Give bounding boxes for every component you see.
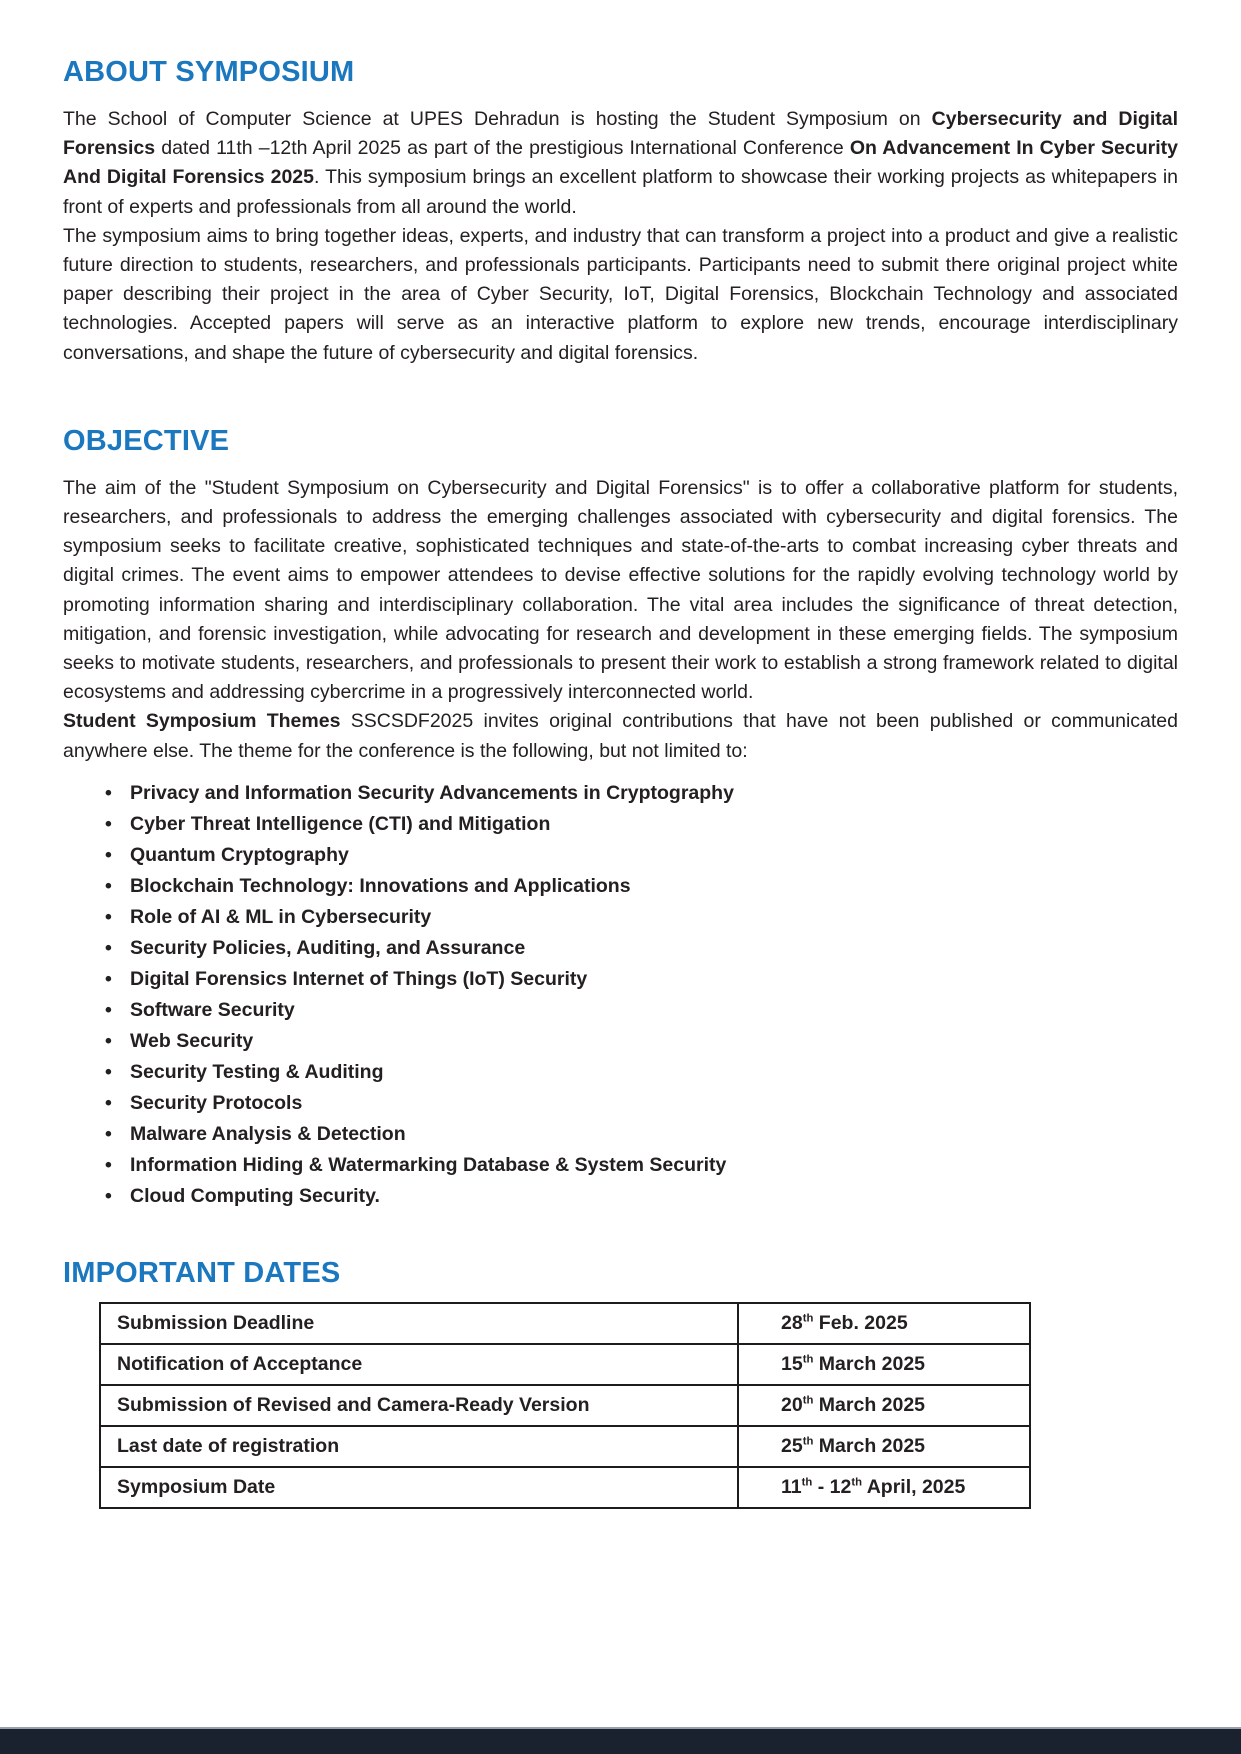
bold-text-run: Student Symposium Themes [63,710,341,733]
date-row [100,1385,1030,1426]
text-run: 25 [781,1434,803,1457]
date-row [100,1467,1030,1508]
date-label-cell: Submission of Revised and Camera-Ready Version [100,1385,738,1426]
superscript-run: th [851,1476,862,1489]
text-run: dated 11th –12th April 2025 as part of the prestigious International Conference [155,137,850,160]
about-heading: ABOUT SYMPOSIUM [63,56,355,88]
theme-list-item: • Cyber Threat Intelligence (CTI) and Mitigation [103,809,1178,840]
theme-list-item: • Security Protocols [103,1088,1178,1119]
text-run: 28 [781,1311,803,1334]
themes-list [63,778,1178,1212]
text-run: April, 2025 [862,1475,966,1498]
important-dates-section [63,1256,1178,1509]
bold-text-run: On Advancement In Cyber Security And Digital Forensics 2025 [63,137,1178,189]
theme-list-item: • Privacy and Information Security Advancements in Cryptography [103,778,1178,809]
theme-list-item: • Role of AI & ML in Cybersecurity [103,902,1178,933]
date-row [100,1344,1030,1385]
superscript-run: th [802,1435,814,1448]
text-run: The aim of the "Student Symposium on Cybersecurity and Digital Forensics" is to offer a collaborative platform for students, researchers, and professionals to address the emerging challenges associated with cybersecurity and digital forensics. The symposium seeks to facilitate creative, sophisticated techniques and state-of-the-arts to combat increasing cyber threats and digital crimes. The event aims to empower attendees to devise effective solutions for the rapidly evolving technology world by promoting information sharing and interdisciplinary collaboration. The vital area includes the significance of threat detection, mitigation, and forensic investigation, while advocating for research and development in these emerging fields. The symposium seeks to motivate students, researchers, and professionals to present their work to establish a strong framework related to digital ecosystems and addressing cybercrime in a progressively interconnected world. [63,476,1178,704]
text-run: 15 [781,1352,803,1375]
superscript-run: th [802,1394,814,1407]
theme-list-item: • Quantum Cryptography [103,840,1178,871]
date-label-cell: Notification of Acceptance [100,1344,738,1385]
important-dates-table-body [100,1303,1030,1508]
text-run: - 12 [812,1475,852,1498]
date-row [100,1426,1030,1467]
text-run: March 2025 [813,1352,926,1375]
date-value-cell [738,1344,1030,1385]
theme-list-item: • Digital Forensics Internet of Things (IoT) Security [103,964,1178,995]
footer-bar [0,1727,1241,1754]
theme-list-item: • Security Policies, Auditing, and Assurance [103,933,1178,964]
objective-section [63,424,1178,1212]
about-paragraph-2 [63,222,1178,368]
objective-paragraph [63,474,1178,708]
date-value-cell [738,1467,1030,1508]
text-run: The symposium aims to bring together ideas, experts, and industry that can transform a project into a product and give a realistic future direction to students, researchers, and professionals participants. Participants need to submit there original project white paper describing their project in the area of Cyber Security, IoT, Digital Forensics, Blockchain Technology and associated technologies. Accepted papers will serve as an interactive platform to explore new trends, encourage interdisciplinary conversations, and shape the future of cybersecurity and digital forensics. [63,224,1178,364]
theme-list-item: • Software Security [103,995,1178,1026]
text-run: The School of Computer Science at UPES Dehradun is hosting the Student Symposium on [63,108,932,130]
about-section [63,55,1178,368]
date-label-cell: Submission Deadline [100,1303,738,1344]
theme-list-item: • Malware Analysis & Detection [103,1119,1178,1150]
text-run: March 2025 [813,1393,926,1416]
theme-list-item: • Web Security [103,1026,1178,1057]
text-run: . This symposium brings an excellent platform to showcase their working projects as whitepapers in front of experts and professionals from all around the world. [63,166,1179,218]
text-run: 20 [781,1393,803,1416]
superscript-run: th [802,1312,814,1325]
superscript-run: th [801,1476,813,1489]
text-run: 11 [781,1475,802,1498]
text-run: SSCSDF2025 invites original contributions that have not been published or communicated anywhere else. The theme for the conference is the following, but not limited to: [63,710,1178,762]
date-label-cell: Last date of registration [100,1426,738,1467]
bold-text-run: Cybersecurity and Digital Forensics [63,108,1178,160]
date-value-cell [738,1303,1030,1344]
date-value-cell [738,1426,1030,1467]
date-value-cell [738,1385,1030,1426]
text-run: Feb. 2025 [813,1311,908,1334]
theme-list-item: • Information Hiding & Watermarking Database & System Security [103,1150,1178,1181]
important-dates-table [99,1302,1031,1509]
theme-list-item: • Cloud Computing Security. [103,1181,1178,1212]
superscript-run: th [802,1353,814,1366]
date-row [100,1303,1030,1344]
important-dates-heading: IMPORTANT DATES [63,1256,341,1289]
text-run: March 2025 [813,1434,926,1457]
about-paragraph-1 [63,105,1178,222]
themes-intro-paragraph [63,707,1178,765]
objective-heading: OBJECTIVE [63,424,230,457]
theme-list-item: • Security Testing & Auditing [103,1057,1178,1088]
theme-list-item: • Blockchain Technology: Innovations and Applications [103,871,1178,902]
date-label-cell: Symposium Date [100,1467,738,1508]
